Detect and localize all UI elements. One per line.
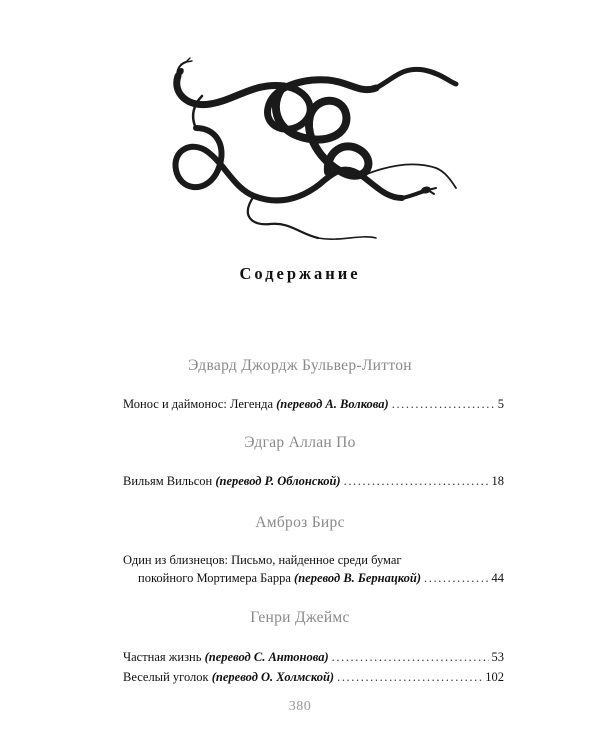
toc-heading: Содержание [239,264,361,283]
entry-translator: (перевод А. Волкова) [276,397,389,411]
entry-title: покойного Мортимера Барра [138,571,295,585]
toc-entry-first-line[interactable] [123,553,504,568]
dot-leader [392,397,495,412]
dot-leader [344,474,489,489]
toc-entry[interactable] [123,397,504,412]
entry-page-number: 102 [485,670,504,684]
entry-title: Монос и даймонос: Легенда [123,397,277,411]
entry-page-number: 44 [491,571,504,585]
entry-title: Частная жизнь [123,650,205,664]
toc-entry[interactable] [123,650,504,665]
author-name: Эдвард Джордж Бульвер-Литтон [188,357,412,374]
entry-translator: (перевод Р. Облонской) [215,474,341,488]
entry-page-number: 5 [497,397,504,411]
entry-title: Вильям Вильсон [123,474,216,488]
snakes-illustration-icon [150,48,460,248]
author-name: Генри Джеймс [250,609,350,626]
toc-entry[interactable] [138,571,504,586]
toc-entry[interactable] [123,670,504,685]
entry-page-number: 18 [491,474,504,488]
toc-entry[interactable] [123,474,504,489]
entry-page-number: 53 [491,650,504,664]
author-name: Амброз Бирс [255,514,345,531]
entry-translator: (перевод О. Холмской) [211,670,335,684]
page-number: 380 [288,699,312,714]
dot-leader [337,670,482,685]
dot-leader [424,571,488,586]
author-name: Эдгар Аллан По [244,434,356,451]
entry-title: Веселый уголок [123,670,212,684]
entry-title-line1: Один из близнецов: Письмо, найденное среди бумаг [123,553,402,567]
entry-translator: (перевод С. Антонова) [204,650,329,664]
dot-leader [332,650,489,665]
entry-translator: (перевод В. Бернацкой) [294,571,422,585]
